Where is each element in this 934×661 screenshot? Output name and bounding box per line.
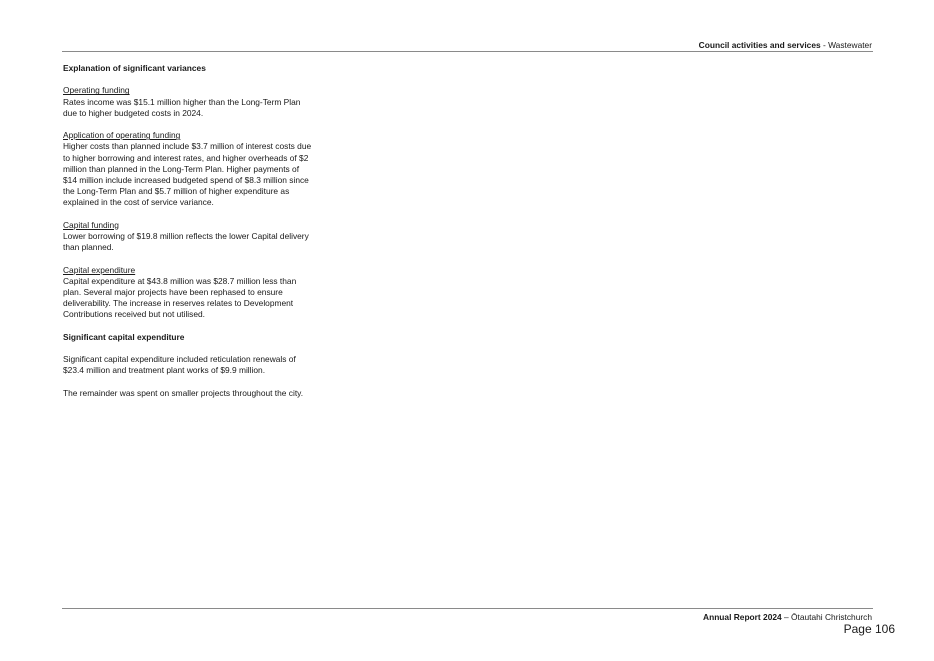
application-operating-funding-heading: Application of operating funding xyxy=(63,130,181,141)
remainder-text: The remainder was spent on smaller projects throughout the city. xyxy=(63,387,304,398)
application-operating-funding-body: Higher costs than planned include $3.7 million of interest costs due to higher borrowing and interest rates, and higher overheads of $2 million than planned in the Long-Term Plan. Higher payments of $14 million include increased budgeted spend of $8.3 million since the Long-Term Plan and $5.7 million of higher expenditure as explained in the cost of service variance. xyxy=(63,141,312,208)
capital-expenditure-body: Capital expenditure at $43.8 million was $28.7 million less than plan. Several major projects have been rephased to ensure deliverability. The increase in reserves relates to Development Contributions received but not utilised. xyxy=(63,275,297,320)
header-subsection: Wastewater xyxy=(828,40,872,50)
footer-report: Annual Report 2024 xyxy=(703,612,782,622)
header-separator: - xyxy=(820,40,829,50)
page-number: Page 106 xyxy=(843,622,895,636)
variances-heading: Explanation of significant variances xyxy=(63,63,206,73)
page-footer xyxy=(703,612,872,622)
significant-capex-body: Significant capital expenditure included reticulation renewals of $23.4 million and treatment plant works of $9.9 million. xyxy=(63,354,296,376)
significant-capex-heading: Significant capital expenditure xyxy=(63,331,185,342)
page-header xyxy=(699,40,872,50)
main-content xyxy=(63,63,313,399)
footer-city: Ōtautahi Christchurch xyxy=(791,612,872,622)
footer-rule xyxy=(62,608,873,609)
capital-expenditure-heading: Capital expenditure xyxy=(63,264,136,275)
footer-separator: – xyxy=(781,612,791,622)
capital-funding-heading: Capital funding xyxy=(63,219,119,230)
operating-funding-heading: Operating funding xyxy=(63,85,130,96)
header-section: Council activities and services xyxy=(698,40,821,50)
header-rule xyxy=(62,51,873,52)
operating-funding-body: Rates income was $15.1 million higher than the Long-Term Plan due to higher budgeted costs in 2024. xyxy=(63,96,301,118)
capital-funding-body: Lower borrowing of $19.8 million reflects the lower Capital delivery than planned. xyxy=(63,231,309,253)
